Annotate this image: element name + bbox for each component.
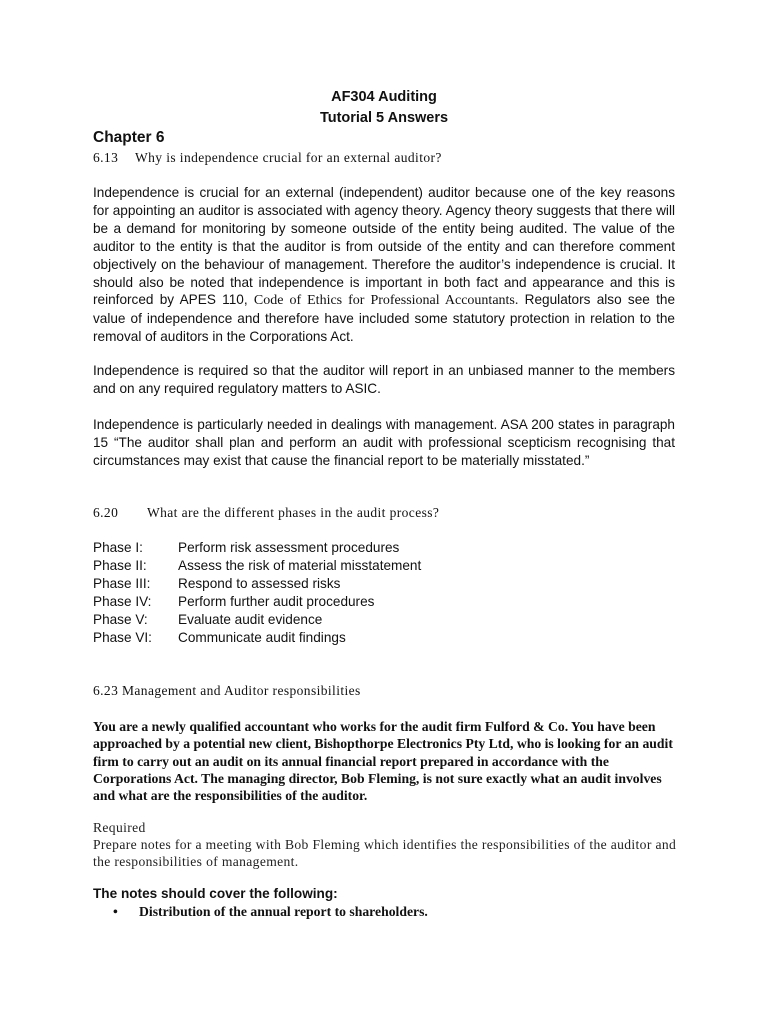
phase-row [93, 539, 421, 557]
phase-row [93, 593, 421, 611]
phase-label: Phase II: [93, 557, 147, 573]
phase-description: Respond to assessed risks [178, 575, 341, 591]
code-of-ethics-title: Code of Ethics for Professional Accountants. [253, 293, 519, 309]
phase-row [93, 629, 421, 647]
question-number: 6.13 [93, 150, 119, 165]
phase-label: Phase IV: [93, 593, 152, 609]
question-number: 6.23 [93, 683, 119, 698]
phase-label: Phase I: [93, 540, 143, 555]
answer-paragraph-1 [93, 184, 675, 346]
phase-description: Assess the risk of material misstatement [178, 557, 422, 573]
phase-label: Phase III: [93, 575, 151, 591]
phase-description: Perform further audit procedures [178, 593, 375, 609]
question-6-13 [93, 150, 442, 166]
phase-row [93, 575, 421, 593]
phase-label: Phase V: [93, 611, 148, 627]
chapter-heading: Chapter 6 [93, 129, 165, 146]
question-number: 6.20 [93, 505, 119, 520]
required-label: Required [93, 820, 146, 835]
question-text: Why is independence crucial for an external auditor? [135, 150, 442, 165]
phase-list [93, 539, 421, 646]
scenario-paragraph: You are a newly qualified accountant who works for the audit firm Fulford & Co. You have been approached by a potential new client, Bishopthorpe Electronics Pty Ltd, who is looking for an audit firm to carry out an audit on its annual financial report prepared in accordance with the Corporations Act. The managing director, Bob Fleming, is not sure exactly what an audit involves and what are the responsibilities of the auditor. [93, 719, 673, 804]
required-text: Prepare notes for a meeting with Bob Fleming which identifies the responsibilities of the auditor and the responsibilities of management. [93, 837, 677, 869]
question-text: What are the different phases in the audit process? [147, 505, 440, 520]
bullet-item [113, 904, 428, 920]
bullet-marker: • [113, 904, 118, 919]
phase-description: Perform risk assessment procedures [178, 540, 400, 555]
phase-row [93, 611, 421, 629]
question-6-23 [93, 683, 361, 699]
phase-description: Communicate audit findings [178, 629, 346, 645]
bullet-text: Distribution of the annual report to shareholders. [139, 904, 428, 919]
document-title: AF304 Auditing [331, 89, 437, 105]
phase-row [93, 557, 421, 575]
phase-description: Evaluate audit evidence [178, 611, 323, 627]
document-subtitle: Tutorial 5 Answers [319, 110, 449, 126]
notes-heading: The notes should cover the following: [93, 886, 338, 901]
paragraph-text: Independence is crucial for an external (independent) auditor because one of the key reasons for appointing an auditor is associated with agency theory. Agency theory suggests that there will be a demand for monitoring by someone outside of the entity being audited. The value of the auditor to the entity is that the auditor is from outside of the entity and can therefore comment objectively on the behaviour of management. Therefore the auditor’s independence is crucial. It should also be noted that independence is important in both fact and appearance and this is reinforced by APES 110, [93, 185, 675, 308]
answer-paragraph-3: Independence is particularly needed in dealings with management. ASA 200 states in paragraph 15 “The auditor shall plan and perform an audit with professional scepticism recognising that circumstances may exist that cause the financial report to be materially misstated.” [93, 417, 675, 468]
phase-label: Phase VI: [93, 629, 152, 645]
question-6-20 [93, 505, 439, 521]
question-text: Management and Auditor responsibilities [122, 683, 361, 698]
answer-paragraph-2: Independence is required so that the auditor will report in an unbiased manner to the members and on any required regulatory matters to ASIC. [93, 363, 675, 396]
paragraph-text: Regulators also see the value of independence and therefore have included some statutory protection in relation to the removal of auditors in the Corporations Act. [93, 292, 676, 345]
